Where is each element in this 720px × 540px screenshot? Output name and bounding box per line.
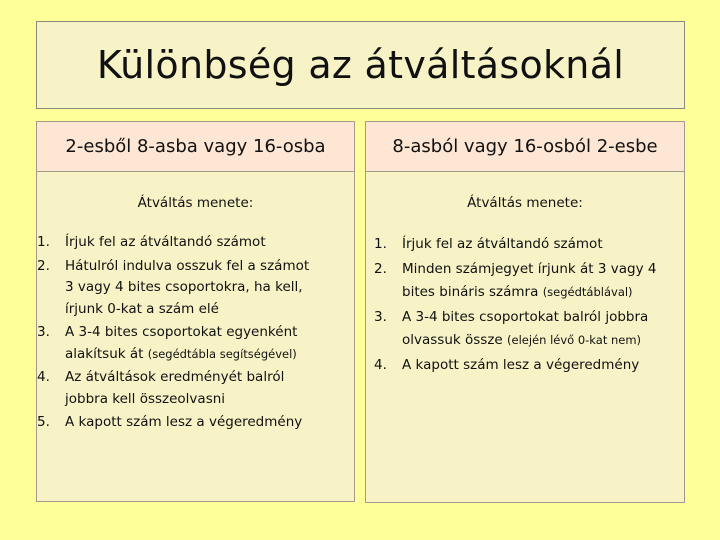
list-item [37, 367, 354, 410]
step-text: írjunk 0-kat a szám elé [65, 300, 219, 317]
list-item [374, 257, 684, 305]
list-item [37, 232, 354, 254]
right-column-header: 8-asból vagy 16-osból 2-esbe [365, 121, 685, 172]
step-text: A kapott szám lesz a végeredmény [402, 357, 640, 373]
left-column [36, 121, 355, 502]
step-text: Az átváltások eredményét balról [65, 369, 285, 385]
step-text: Írjuk fel az átváltandó számot [65, 234, 266, 250]
list-item [37, 322, 354, 365]
list-item [37, 412, 354, 434]
step-note: (segédtábla segítségével) [147, 346, 297, 361]
left-column-body [36, 172, 355, 502]
step-text: alakítsuk át [65, 345, 144, 362]
step-text: A kapott szám lesz a végeredmény [65, 414, 303, 430]
right-steps-list [346, 232, 684, 378]
list-item [374, 305, 684, 353]
step-text-with-note [402, 280, 684, 305]
step-text: olvassuk össze [402, 332, 503, 348]
step-text: Hátulról indulva osszuk fel a számot [65, 257, 310, 274]
left-steps-list [9, 232, 354, 436]
step-text: 3 vagy 4 bites csoportokra, ha kell, [65, 279, 303, 295]
list-item [374, 232, 684, 257]
list-item [37, 256, 354, 321]
left-column-header: 2-esből 8-asba vagy 16-osba [36, 121, 355, 172]
left-subheader: Átváltás menete: [137, 195, 254, 211]
step-text: Írjuk fel az átváltandó számot [402, 236, 603, 252]
step-note: (elején lévő 0-kat nem) [507, 333, 642, 347]
right-column [365, 121, 685, 503]
step-text-with-note [65, 344, 354, 366]
step-text: jobbra kell összeolvasni [65, 390, 226, 407]
right-subheader: Átváltás menete: [467, 195, 583, 211]
step-note: (segédtáblával) [542, 285, 633, 299]
step-text: A 3-4 bites csoportokat balról jobbra [402, 309, 649, 325]
step-text: bites bináris számra [402, 284, 539, 300]
page-title: Különbség az átváltásoknál [96, 43, 625, 87]
step-text: A 3-4 bites csoportokat egyenként [65, 324, 298, 340]
step-text-with-note [402, 328, 684, 353]
title-box [36, 21, 685, 109]
step-text: Minden számjegyet írjunk át 3 vagy 4 [402, 261, 657, 277]
right-column-body [365, 172, 685, 503]
list-item [374, 353, 684, 378]
